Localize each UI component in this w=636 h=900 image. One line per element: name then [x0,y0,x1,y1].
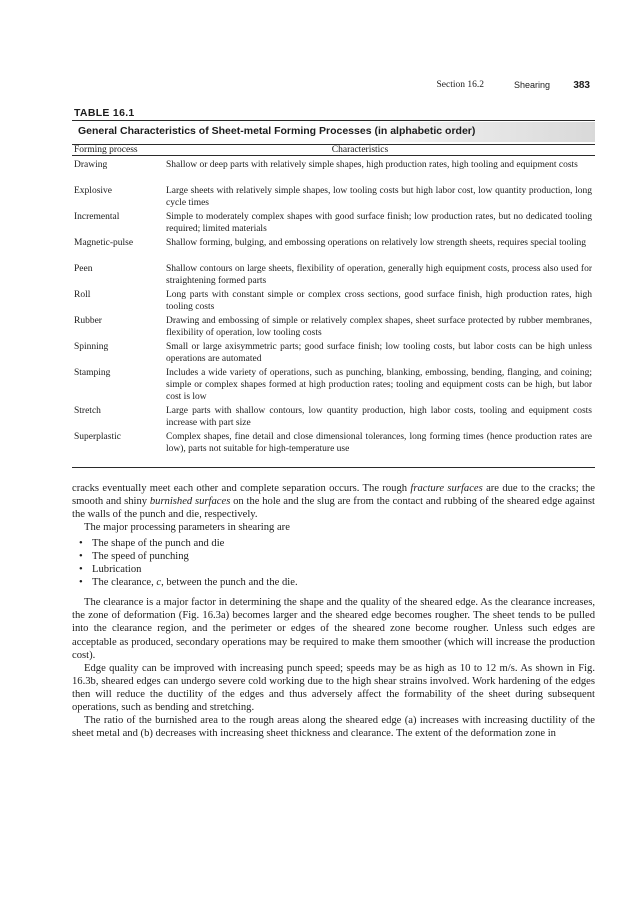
paragraph-clearance: The clearance is a major factor in determining the shape and the quality of the sheared edge. As the clearance increases, the zone of deformation (Fig. 16.3a) becomes larger and the sheared edge becomes rougher. The sheet tends to be pulled into the clearance region, and the perimeter or edges of the sheared zone become rougher. Unless such edges are acceptable as produced, secondary operations may be required to make them smoother (which will increase the production cost). [72,597,595,661]
table-top-rule [72,120,595,121]
process-characteristics: Long parts with constant simple or complex cross sections, good surface finish, high production rates, high tooling costs [166,290,592,313]
term-fracture-surfaces: fracture surfaces [410,483,483,494]
column-header-rule [72,155,595,156]
text-run: , between the punch and the die. [161,577,298,589]
paragraph-edge-quality: Edge quality can be improved with increasing punch speed; speeds may be as high as 10 to 12 m/s. As shown in Fig. 16.3b, sheared edges can undergo severe cold working due to the high shear strains involved. Work hardening of the edges then will reduce the ductility of the edges and thus adversely affect the formability of the sheet during subsequent operations, such as bending and stretching. [72,662,595,713]
text-run: cracks eventually meet each other and complete separation occurs. The rough [72,483,411,494]
parameter-list [72,537,595,589]
process-characteristics: Large sheets with relatively simple shapes, low tooling costs but high labor cost, low quantity production, long cycle times [166,186,592,209]
text-run: on the hole and the slug are from the contact and rubbing of the sheared edge against the walls of the punch and die, respectively. [72,496,595,521]
process-characteristics: Includes a wide variety of operations, such as punching, blanking, embossing, bending, flanging, and coining; simple or complex shapes formed at high production rates; tooling and equipment costs can be high, but labor cost is low [166,368,592,403]
column-header-characteristics: Characteristics [331,145,389,155]
list-item: • The speed of punching [72,550,595,563]
paragraph-parameters-intro: The major processing parameters in shearing are [84,522,290,534]
process-characteristics: Large parts with shallow contours, low quantity production, high labor costs, tooling and equipment costs increase with part size [166,406,592,429]
table-bottom-rule [72,467,595,468]
paragraph-fracture [72,482,595,521]
column-header-process: Forming process [74,145,138,155]
process-name: Roll [74,290,91,300]
process-name: Stamping [74,368,111,378]
paragraph-burnished-ratio: The ratio of the burnished area to the rough areas along the sheared edge (a) increases with increasing ductility of the sheet metal and (b) decreases with increasing sheet thickness and clearance. The extent of the deformation zone in [72,714,595,739]
running-title: Shearing [513,80,550,90]
process-name: Incremental [74,212,120,222]
process-name: Magnetic-pulse [74,238,134,248]
page-number: 383 [573,80,590,91]
term-burnished-surfaces: burnished surfaces [149,496,231,508]
process-characteristics: Drawing and embossing of simple or relatively complex shapes, sheet surface protected by rubber membranes, flexibility of operation, low tooling costs [166,316,592,339]
clearance-symbol: c [156,577,162,589]
process-name: Superplastic [74,432,121,442]
list-item [72,576,595,589]
section-number: Section 16.2 [436,80,484,90]
process-characteristics: Shallow contours on large sheets, flexibility of operation, generally high equipment costs, process also used for straightening formed parts [166,264,592,287]
process-characteristics: Shallow or deep parts with relatively simple shapes, high production rates, high tooling and equipment costs [166,160,578,170]
process-name: Spinning [74,342,109,352]
text-run: are due to the cracks; the smooth and shiny [72,483,595,508]
process-name: Rubber [74,316,102,326]
process-characteristics: Simple to moderately complex shapes with good surface finish; low production rates, but no dedicated tooling required; limited materials [166,212,592,235]
table-title: General Characteristics of Sheet-metal Forming Processes (in alphabetic order) [78,125,476,137]
process-characteristics: Complex shapes, fine detail and close dimensional tolerances, long forming times (hence production rates are low), parts not suitable for high-temperature use [166,432,592,455]
page-header [0,80,590,94]
process-name: Peen [74,264,93,274]
process-characteristics: Small or large axisymmetric parts; good surface finish; low tooling costs, but labor costs can be high unless operations are automated [166,342,592,365]
process-name: Stretch [74,406,101,416]
body-text [72,482,595,740]
process-name: Drawing [74,160,108,170]
list-item: • Lubrication [72,563,595,576]
process-name: Explosive [74,186,112,196]
table-label: TABLE 16.1 [74,107,135,119]
process-characteristics: Shallow forming, bulging, and embossing operations on relatively low strength sheets, requires special tooling [166,238,587,248]
text-run: The clearance, [92,577,157,589]
list-item: • The shape of the punch and die [72,537,595,550]
